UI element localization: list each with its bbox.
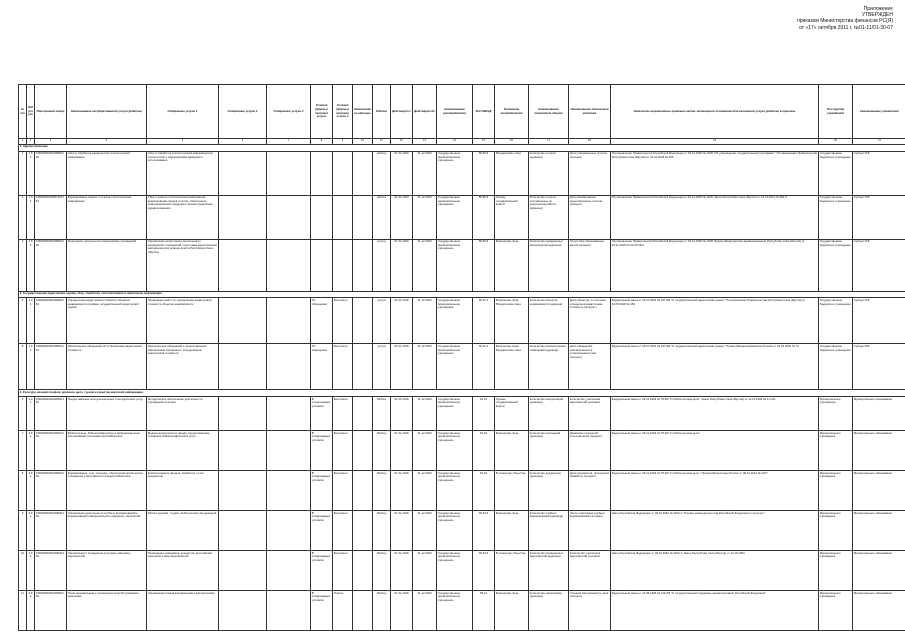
cell-from: 01.01.2018 [391,397,413,431]
cell-okved: 86.90.9 [473,151,495,195]
cell-qual: Доля объектов, по которым определена кадастровая стоимость (процент) [569,298,611,344]
cell-c3 [267,344,311,390]
cell-reg: 0160000000004890F164 [35,298,67,344]
cell-n: 3 [19,239,27,291]
cell-vol: Количество кинопоказов (единица) [529,591,569,631]
cell-name: Определение кадастровой стоимости объектов недвижимости в рамках государственной кадастровой оценки [67,298,147,344]
section-row [19,291,905,298]
cell-f2: Бесплатно [333,551,353,591]
cell-vol: Количество рассмотренных обращений (единица) [529,344,569,390]
table-header-row [19,85,905,139]
cell-type: Муниципальное учреждение [819,551,853,591]
column-number: 10 [353,139,373,145]
cell-from: 01.01.2020 [391,195,413,239]
column-number: 11 [373,139,391,145]
table-row [19,239,905,291]
table-row [19,551,905,591]
cell-unit [353,591,373,631]
cell-c1: Сбор и обработка статистической информации (в соответствии с медицинскими данными) и использование [147,151,219,195]
cell-vol: Количество консультаций (единица) [529,397,569,431]
column-number: 9 [333,139,353,145]
column-header: Наименование распорядителя [437,85,473,139]
cell-type: Муниципальное учреждение [819,471,853,511]
cell-c2 [219,551,267,591]
column-number: 7 [267,139,311,145]
cell-work: услуга [373,239,391,291]
cell-name: Рассмотрение обращений об установлении кадастровой стоимости [67,344,147,390]
cell-founder: Субъект РФ [853,151,905,195]
cell-cons: Органы государственной власти [495,397,529,431]
cell-type: Муниципальное учреждение [819,397,853,431]
cell-reg: 0160000000004800F164 [35,239,67,291]
column-header: Действует до [413,85,437,139]
cell-code: 1.01 [27,151,35,195]
cell-unit [353,471,373,511]
column-header: Содержание услуги 3 [267,85,311,139]
cell-work: работа [373,151,391,195]
column-number: 4 [67,139,147,145]
cell-n: 10 [19,551,27,591]
cell-qual: Доля обращений, рассмотренных в установленный срок (процент) [569,344,611,390]
cell-dist: Государственное (муниципальное) учреждение [437,471,473,511]
cell-dist: Государственное (муниципальное) учреждение [437,239,473,291]
cell-founder: Субъект РФ [853,195,905,239]
cell-okved: 90.04.3 [473,551,495,591]
cell-vol: Количество отчетов, составленных по результатам работы (единица) [529,195,569,239]
cell-c3 [267,397,311,431]
cell-founder: Муниципальное образование [853,471,905,511]
cell-okved: 91.01 [473,397,495,431]
cell-c1: Проведение праздников, концертов, фестивалей, конкурсов и иных мероприятий [147,551,219,591]
column-header: Наименование единицы [353,85,373,139]
cell-okved: 84.11.3 [473,298,495,344]
cell-c2 [219,239,267,291]
cell-unit [353,151,373,195]
cell-to: 31.12.2020 [413,298,437,344]
cell-f1: По обращению [311,344,333,390]
cell-unit [353,298,373,344]
cell-code: 1.02 [27,195,35,239]
cell-to: 31.12.2020 [413,551,437,591]
column-header: Наименование показателя объема [529,85,569,139]
column-number: 1 [19,139,27,145]
column-number: 14 [437,139,473,145]
cell-work: работа [373,195,391,239]
cell-n: 4 [19,298,27,344]
cell-f2 [333,151,353,195]
cell-vol: Количество документов (единица) [529,471,569,511]
column-header: Действует с [391,85,413,139]
cell-n: 1 [19,151,27,195]
cell-f1: В стационарных условиях [311,511,333,551]
table-row [19,471,905,511]
cell-from: 01.01.2018 [391,591,413,631]
column-header: Содержание услуги 2 [219,85,267,139]
cell-qual: Доля утвержденных отчетов (процент) [569,151,611,195]
cell-work: услуга [373,344,391,390]
header-line-2: УТВЕРЖДЕН [861,12,893,19]
cell-name: Сбор и обработка медицинской статистической информации [67,151,147,195]
cell-code: 3.01 [27,397,35,431]
cell-f2: Бесплатно [333,344,353,390]
cell-dist: Государственное (муниципальное) учреждение [437,344,473,390]
cell-c1: Комплектование фондов, обработка и учет документов [147,471,219,511]
cell-code: 1.03 [27,239,35,291]
cell-c1: Проведение работ по определению кадастровой стоимости объектов недвижимости [147,298,219,344]
cell-code: 3.06 [27,591,35,631]
cell-type: Государственное бюджетное учреждение [819,344,853,390]
cell-f1: По обращению [311,298,333,344]
cell-f2 [333,239,353,291]
column-number: 5 [147,139,219,145]
cell-f1: В стационарных условиях [311,397,333,431]
cell-type: Государственное бюджетное учреждение [819,298,853,344]
cell-vol: Количество объектов недвижимости (единица) [529,298,569,344]
cell-qual: Доля своевременно представленных отчетов (процент) [569,195,611,239]
cell-dist: Государственное (муниципальное) учреждение [437,195,473,239]
cell-okved: 86.90.9 [473,239,495,291]
cell-qual: Отсутствие обоснованных жалоб (процент) [569,239,611,291]
cell-acts: Закон Российской Федерации от 09.10.1992 № 3612-1 "Основы законодательства Российской Федерации о культуре" [611,511,819,551]
cell-n: 11 [19,591,27,631]
column-number: 3 [35,139,67,145]
cell-acts: Постановление Правительства Российской Федерации от 26.12.2020 № 2228 "Об утверждении государственной программы"; Постановление Правительства Республики Саха (Якутия) от 31.10.2018 № 309 [611,151,819,195]
cell-acts: Федеральный закон от 03.07.2016 № 237-ФЗ "О государственной кадастровой оценке"; Постановление Правительства Республики Саха (Якутия) от 14.05.2018 № 150 [611,298,819,344]
cell-dist: Государственное (муниципальное) учреждение [437,511,473,551]
cell-code: 2.01 [27,298,35,344]
cell-to: 31.12.2020 [413,511,437,551]
cell-qual: Доля документов, прошедших обработку (процент) [569,471,611,511]
cell-reg: 0160000000004891F164 [35,344,67,390]
cell-to: 31.12.2020 [413,239,437,291]
cell-f2: Бесплатно [333,431,353,471]
cell-c2 [219,151,267,195]
cell-unit [353,397,373,431]
cell-f2: Бесплатно [333,298,353,344]
cell-c2 [219,397,267,431]
cell-qual: Число участников клубных формирований (человек) [569,511,611,551]
column-header: Условия (формы) оказания услуги 2 [333,85,353,139]
table-row [19,431,905,471]
cell-code: 3.03 [27,471,35,511]
cell-from: 01.01.2020 [391,239,413,291]
table-row [19,397,905,431]
cell-f1: В стационарных условиях [311,471,333,511]
cell-reg: 0160000000004900F164 [35,397,67,431]
cell-okved: 59.14 [473,591,495,631]
cell-cons: Юридические лица [495,151,529,195]
cell-vol: Количество отчетов (единица) [529,151,569,195]
cell-c3 [267,195,311,239]
cell-acts: Федеральный закон от 29.12.1994 № 78-ФЗ "О библиотечном деле"; Закон Республики Саха (Якутия) от 12.10.1994 № 1-3-ЗС [611,397,819,431]
cell-vol: Количество проведенных мониторингов (единица) [529,239,569,291]
cell-c1: Организация показа кинофильмов и кинопрограмм [147,591,219,631]
column-number: 21 [853,139,905,145]
header-line-4: от «17» октября 2011 г. №01-11/01-30-07 [799,24,893,31]
cell-c3 [267,239,311,291]
registry-table-container [18,84,899,631]
cell-f1: В стационарных условиях [311,431,333,471]
cell-work: Работа [373,551,391,591]
cell-c1: Организация мониторинга деятельности медицинских учреждений, подготовка аналитических материалов для органов власти Республики Саха (Якутия) [147,239,219,291]
cell-acts: Постановление Правительства Российской Федерации от 26.12.2020 № 2228; Закон Республики Саха (Якутия) от 15.12.2011 № 999-З [611,195,819,239]
cell-type: Государственное бюджетное учреждение [819,151,853,195]
cell-n: 6 [19,397,27,431]
cell-n: 2 [19,195,27,239]
cell-from: 01.01.2018 [391,431,413,471]
cell-from: 01.01.2020 [391,151,413,195]
cell-acts: Постановление Правительства Российской Федерации от 26.12.2020 № 2228; Приказ Министерства здравоохранения Республики Саха (Якутия) от 20.11.2019 № 01-07/1611 [611,239,819,291]
cell-from: 01.01.2018 [391,551,413,591]
cell-okved: 91.01 [473,471,495,511]
cell-code: 3.02 [27,431,35,471]
column-header: Содержание услуги 1 [147,85,219,139]
section-title: 1. Здравоохранение [19,144,905,151]
cell-vol: Количество проведенных мероприятий (единица) [529,551,569,591]
table-row [19,344,905,390]
cell-n: 7 [19,431,27,471]
cell-c2 [219,591,267,631]
cell-c1: Выдача документов из фонда, предоставление справочно-библиографических услуг [147,431,219,471]
column-header: Работа [373,85,391,139]
cell-cons: Физические лица [495,239,529,291]
cell-unit [353,431,373,471]
cell-to: 31.12.2020 [413,344,437,390]
cell-c3 [267,298,311,344]
cell-f1 [311,195,333,239]
cell-to: 31.12.2020 [413,431,437,471]
cell-unit [353,195,373,239]
section-row [19,144,905,151]
cell-vol: Количество посещений (единица) [529,431,569,471]
cell-c1: Методическое обеспечение деятельности учреждений культуры [147,397,219,431]
cell-f1: В стационарных условиях [311,591,333,631]
cell-f1 [311,151,333,195]
cell-type: Муниципальное учреждение [819,591,853,631]
column-number: 18 [569,139,611,145]
table-row [19,195,905,239]
cell-vol: Количество клубных формирований (единица) [529,511,569,551]
cell-c1: Рассмотрение обращений и предоставление разъяснений, связанных с определением кадастровой стоимости [147,344,219,390]
cell-reg: 0160000000004904F164 [35,551,67,591]
cell-type: Муниципальное учреждение [819,431,853,471]
column-header: Тип (группа) учреждений [819,85,853,139]
cell-f2: Платно [333,591,353,631]
cell-n: 9 [19,511,27,551]
table-row [19,511,905,551]
cell-founder: Субъект РФ [853,344,905,390]
cell-to: 31.12.2020 [413,195,437,239]
cell-to: 31.12.2020 [413,151,437,195]
cell-dist: Государственное (муниципальное) учреждение [437,151,473,195]
cell-acts: Закон Российской Федерации от 09.10.1992 № 3612-1; Закон Республики Саха (Якутия) от 12.10.1994 [611,551,819,591]
document-header [693,6,893,31]
cell-f2: Бесплатно [333,511,353,551]
cell-reg: 0160000000005741F164 [35,195,67,239]
column-header: Код услуги [27,85,35,139]
cell-from: 01.01.2018 [391,298,413,344]
table-row [19,151,905,195]
cell-c2 [219,195,267,239]
cell-c3 [267,591,311,631]
column-number: 15 [473,139,495,145]
cell-reg: 0160000000004902F164 [35,471,67,511]
column-number: 2 [27,139,35,145]
column-number: 8 [311,139,333,145]
column-number: 13 [413,139,437,145]
cell-to: 31.12.2020 [413,471,437,511]
column-number: 20 [819,139,853,145]
cell-cons: Физические лица [495,511,529,551]
cell-n: 8 [19,471,27,511]
header-line-3: приказом Министерства финансов РС(Я) [797,18,893,25]
cell-c3 [267,151,311,195]
cell-cons: В интересах общества [495,551,529,591]
cell-reg: 0160000000004903F164 [35,511,67,551]
cell-qual: Количество участников мероприятий (человек) [569,397,611,431]
cell-c3 [267,511,311,551]
column-header: Реестровый номер [35,85,67,139]
column-header: № п/п [19,85,27,139]
cell-founder: Муниципальное образование [853,591,905,631]
cell-c2 [219,298,267,344]
cell-c2 [219,511,267,551]
cell-c2 [219,471,267,511]
cell-work: Работа [373,397,391,431]
cell-cons: Физические лица; Юридические лица [495,344,529,390]
cell-c3 [267,471,311,511]
cell-type: Государственное бюджетное учреждение [819,239,853,291]
cell-name: Организация и проведение культурно-массовых мероприятий [67,551,147,591]
cell-to: 31.12.2020 [413,591,437,631]
column-number: 12 [391,139,413,145]
table-row [19,591,905,631]
cell-type: Муниципальное учреждение [819,511,853,551]
cell-dist: Государственное (муниципальное) учреждение [437,551,473,591]
cell-f1 [311,239,333,291]
cell-f2: Бесплатно [333,471,353,511]
cell-founder: Муниципальное образование [853,431,905,471]
cell-acts: Федеральный закон от 29.12.1994 № 78-ФЗ "О библиотечном деле"; Приказ Минкультуры России от 08.10.2012 № 1077 [611,471,819,511]
column-number: 17 [529,139,569,145]
column-header: Наименование учредителя [853,85,905,139]
cell-name: Организация деятельности клубных формирований и формирований самодеятельного народного творчества [67,511,147,551]
cell-name: Показ кинофильмов и организация кинообслуживания населения [67,591,147,631]
cell-from: 01.01.2018 [391,511,413,551]
section-title: 2. Государственная кадастровая оценка, сбор, обработка, систематизация и накопление информации [19,291,905,298]
column-number: 16 [495,139,529,145]
cell-qual: Динамика посещений пользователей (процент) [569,431,611,471]
cell-code: 2.02 [27,344,35,390]
cell-dist: Государственное (муниципальное) учреждение [437,591,473,631]
table-row [19,298,905,344]
cell-founder: Муниципальное образование [853,397,905,431]
cell-acts: Федеральный закон от 29.12.1994 № 78-ФЗ "О библиотечном деле" [611,431,819,471]
cell-name: Предоставление консультационных и методических услуг [67,397,147,431]
cell-name: Мониторинг деятельности медицинских учреждений [67,239,147,291]
cell-type: Государственное бюджетное учреждение [819,195,853,239]
cell-unit [353,344,373,390]
cell-c1: Работа кружков, студий, любительских объединений [147,511,219,551]
cell-c1: Сбор и анализ статистической информации, формирование сводов отчетов, обеспечение информационной поддержки органов управления здравоохранения [147,195,219,239]
cell-okved: 90.04.3 [473,511,495,551]
cell-founder: Муниципальное образование [853,551,905,591]
cell-to: 31.12.2020 [413,397,437,431]
cell-reg: 0160000000004901F164 [35,431,67,471]
cell-f2: Бесплатно [333,397,353,431]
header-line-1: Приложение [863,6,893,12]
cell-okved: 86.90.9 [473,195,495,239]
cell-dist: Государственное (муниципальное) учреждение [437,397,473,431]
cell-cons: Органы государственной власти [495,195,529,239]
column-header: Код ОКВЭД [473,85,495,139]
cell-acts: Федеральный закон от 22.08.1996 № 126-ФЗ "О государственной поддержке кинематографии Российской Федерации" [611,591,819,631]
cell-cons: Физические лица; Юридические лица [495,298,529,344]
cell-dist: Государственное (муниципальное) учреждение [437,431,473,471]
cell-c3 [267,431,311,471]
cell-qual: Средняя заполняемость зала (процент) [569,591,611,631]
cell-reg: 0160000000004890F164 [35,151,67,195]
cell-acts: Федеральный закон от 03.07.2016 № 237-ФЗ "О государственной кадастровой оценке"; Приказ Минэкономразвития России от 19.02.2018 № 73 [611,344,819,390]
cell-work: Работа [373,511,391,551]
cell-cons: В интересах общества [495,471,529,511]
cell-okved: 84.11.3 [473,344,495,390]
cell-work: Работа [373,471,391,511]
column-header: Категории потребителей [495,85,529,139]
cell-work: услуга [373,298,391,344]
cell-unit [353,239,373,291]
table-body [19,144,905,630]
column-header: Условия (формы) оказания услуги [311,85,333,139]
cell-cons: Физические лица [495,431,529,471]
cell-cons: Физические лица [495,591,529,631]
cell-work: Работа [373,431,391,471]
cell-dist: Государственное (муниципальное) учреждение [437,298,473,344]
cell-n: 5 [19,344,27,390]
section-row [19,390,905,397]
cell-founder: Субъект РФ [853,239,905,291]
cell-c3 [267,551,311,591]
column-header: Наименование показателя качества [569,85,611,139]
column-header: Реквизиты нормативных правовых актов, являющихся основанием для включения услуги (работы) в перечень [611,85,819,139]
cell-unit [353,551,373,591]
cell-code: 3.04 [27,511,35,551]
column-number: 19 [611,139,819,145]
cell-f1: В стационарных условиях [311,551,333,591]
cell-code: 3.05 [27,551,35,591]
cell-f2 [333,195,353,239]
cell-reg: 0160000000004905F164 [35,591,67,631]
cell-okved: 91.01 [473,431,495,471]
cell-name: Библиотечное, библиографическое и информационное обслуживание пользователей библиотеки [67,431,147,471]
cell-founder: Муниципальное образование [853,511,905,551]
cell-qual: Количество участников мероприятий (человек) [569,551,611,591]
cell-unit [353,511,373,551]
column-number: 6 [219,139,267,145]
cell-from: 01.01.2018 [391,344,413,390]
cell-c2 [219,431,267,471]
column-header: Наименование государственной услуги (работы) [67,85,147,139]
cell-founder: Субъект РФ [853,298,905,344]
cell-work: Работа [373,591,391,631]
cell-name: Формирование, учет, изучение, обеспечение физического сохранения и безопасности фондов библиотеки [67,471,147,511]
cell-c2 [219,344,267,390]
section-title: 3. Культура, кинематография, архивное дело, туризм и средства массовой информации [19,390,905,397]
cell-from: 01.01.2018 [391,471,413,511]
cell-name: Формирование сводов и отчетов статистической информации [67,195,147,239]
registry-table [18,84,905,631]
